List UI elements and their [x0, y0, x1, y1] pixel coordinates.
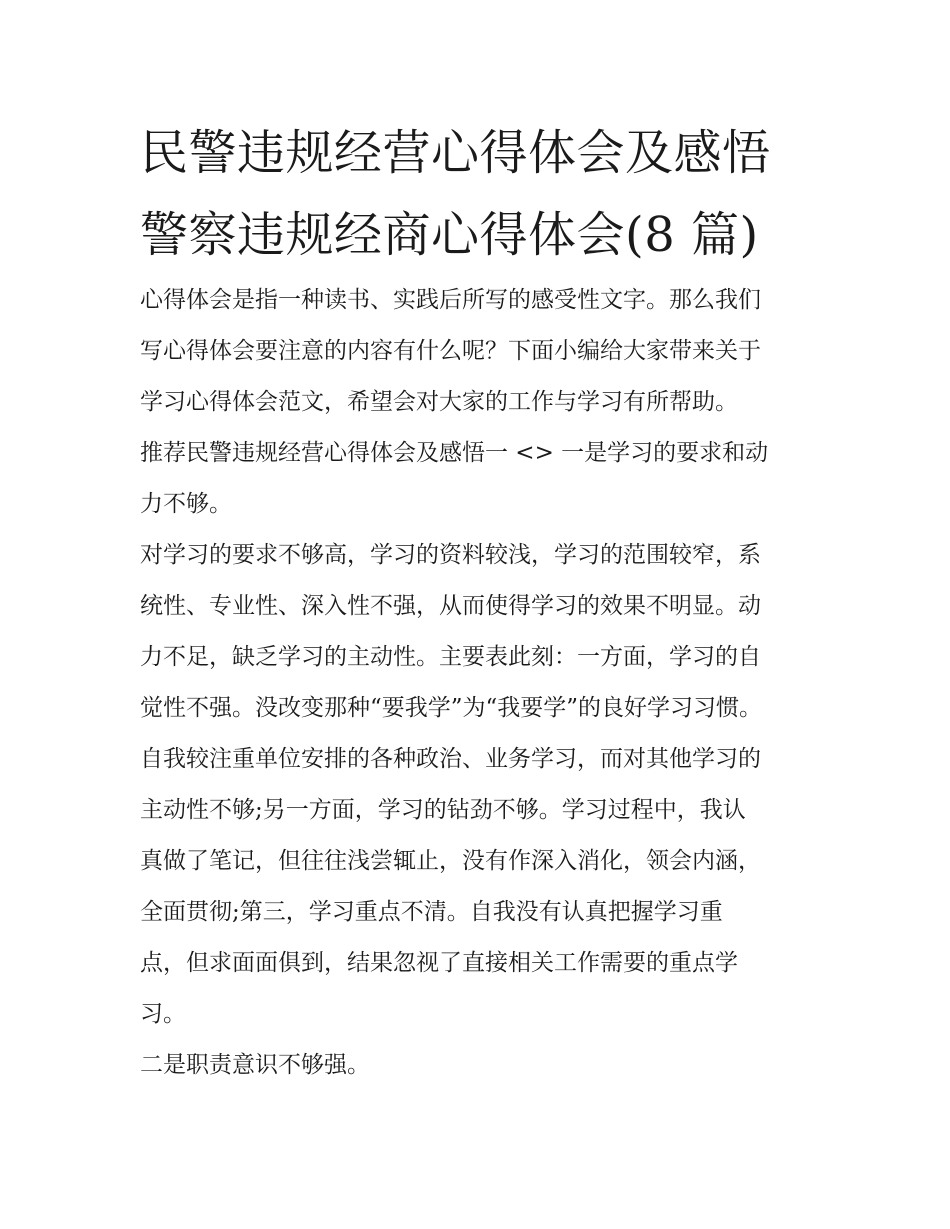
- body-line: 真做了笔记，但往往浅尝辄止，没有作深入消化，领会内涵，: [140, 848, 761, 874]
- document-title: [140, 112, 820, 276]
- body-line: 统性、专业性、深入性不强，从而使得学习的效果不明显。动: [140, 593, 761, 619]
- body-line: 力不够。: [140, 491, 232, 517]
- body-line: 对学习的要求不够高，学习的资料较浅，学习的范围较窄，系: [140, 542, 761, 568]
- body-line: 学习心得体会范文，希望会对大家的工作与学习有所帮助。: [140, 389, 738, 415]
- body-line: 习。: [140, 1001, 186, 1027]
- body-line: 推荐民警违规经营心得体会及感悟一 <> 一是学习的要求和动: [140, 440, 769, 466]
- title-line-1: 民警违规经营心得体会及感悟: [140, 125, 771, 181]
- body-line: 二是职责意识不够强。: [140, 1052, 370, 1078]
- document-body: [140, 275, 830, 1091]
- title-line-2: 警察违规经商心得体会(8 篇): [140, 207, 759, 263]
- body-line: 自我较注重单位安排的各种政治、业务学习，而对其他学习的: [140, 746, 761, 772]
- body-line: 觉性不强。没改变那种“要我学”为“我要学”的良好学习习惯。: [140, 695, 763, 721]
- body-line: 写心得体会要注意的内容有什么呢？下面小编给大家带来关于: [140, 338, 761, 364]
- body-line: 全面贯彻;第三，学习重点不清。自我没有认真把握学习重: [140, 899, 723, 925]
- body-line: 心得体会是指一种读书、实践后所写的感受性文字。那么我们: [140, 287, 761, 313]
- body-line: 点，但求面面俱到，结果忽视了直接相关工作需要的重点学: [140, 950, 738, 976]
- body-line: 主动性不够;另一方面，学习的钻劲不够。学习过程中，我认: [140, 797, 746, 823]
- body-line: 力不足，缺乏学习的主动性。主要表此刻：一方面，学习的自: [140, 644, 761, 670]
